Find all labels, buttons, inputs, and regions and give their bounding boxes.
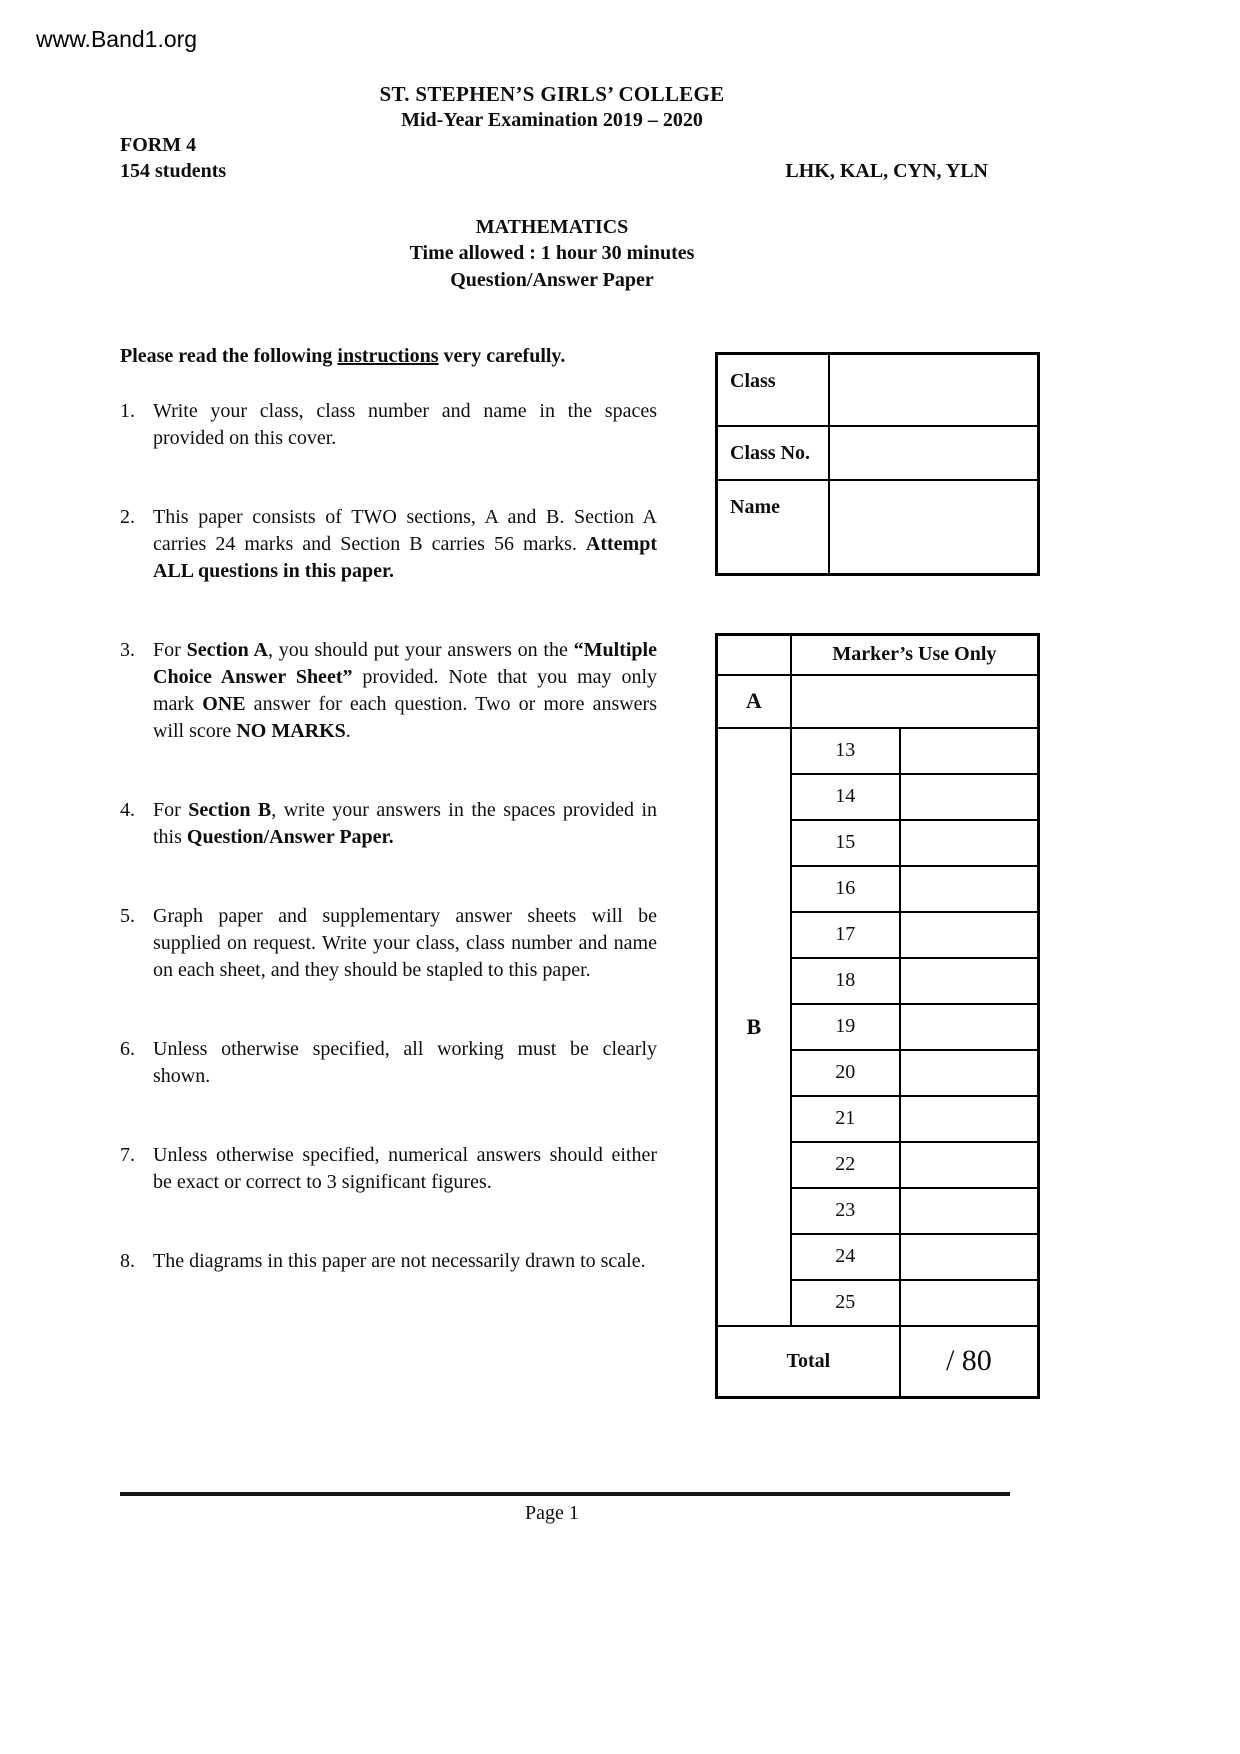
instruction-item [120, 903, 657, 984]
mark-fill-cell [900, 1188, 1039, 1234]
mark-fill-cell [900, 1142, 1039, 1188]
instruction-number: 6. [120, 1038, 135, 1060]
text-segment: instructions [337, 345, 439, 367]
text-segment: very carefully. [438, 345, 566, 367]
students-count: 154 students [120, 160, 227, 182]
instruction-number: 4. [120, 799, 135, 821]
marker-title: Marker’s Use Only [791, 635, 1039, 675]
name-row [717, 480, 1039, 575]
form-label: FORM 4 [120, 134, 197, 156]
mark-fill-cell [900, 1280, 1039, 1326]
instruction-number: 7. [120, 1144, 135, 1166]
total-value: / 80 [900, 1326, 1039, 1398]
question-number: 22 [791, 1142, 900, 1188]
text-segment: Unless otherwise specified, numerical answers should either be exact or correct to 3 significant figures. [153, 1144, 657, 1193]
instruction-item [120, 1036, 657, 1090]
instruction-item [120, 637, 657, 745]
text-segment: Question/Answer Paper. [186, 826, 394, 848]
mark-fill-cell [900, 1234, 1039, 1280]
class-no-row [717, 426, 1039, 480]
text-segment: provided. Note that you may only mark [153, 666, 658, 715]
page-number: Page 1 [525, 1502, 579, 1524]
text-segment: Unless otherwise specified, all working must be clearly shown. [153, 1038, 657, 1087]
text-segment: This paper consists of TWO sections, A and B. Section A carries 24 marks and Section B carries 56 marks. [153, 506, 657, 555]
total-label: Total [717, 1326, 900, 1398]
question-number: 21 [791, 1096, 900, 1142]
mark-fill-cell [900, 1096, 1039, 1142]
class-fill-cell [829, 354, 1039, 426]
instruction-number: 5. [120, 905, 135, 927]
question-number: 13 [791, 728, 900, 774]
text-segment: For [153, 799, 189, 821]
question-number: 17 [791, 912, 900, 958]
text-segment: Write your class, class number and name in the spaces provided on this cover. [153, 400, 657, 449]
marker-table [715, 633, 1040, 1399]
instruction-text [153, 637, 657, 745]
instruction-item [120, 797, 657, 851]
question-number: 24 [791, 1234, 900, 1280]
marker-header-row [717, 635, 1039, 675]
text-segment: answer for each question. Two or more answers will score [153, 693, 657, 742]
question-number: 20 [791, 1050, 900, 1096]
text-segment: Section B [188, 799, 272, 821]
instruction-number: 1. [120, 400, 135, 422]
text-segment: , you should put your answers on the [267, 639, 574, 661]
instruction-item [120, 398, 657, 452]
watermark-text: www.Band1.org [36, 26, 198, 52]
name-label: Name [717, 480, 829, 575]
question-number: 14 [791, 774, 900, 820]
class-label: Class [717, 354, 829, 426]
instruction-item [120, 504, 657, 585]
mark-fill-cell [900, 774, 1039, 820]
mark-fill-cell [900, 1050, 1039, 1096]
subject-title: MATHEMATICS [475, 216, 629, 238]
instruction-text [153, 1248, 657, 1275]
text-segment: For [153, 639, 187, 661]
instruction-text [153, 1142, 657, 1196]
teacher-codes: LHK, KAL, CYN, YLN [785, 160, 988, 182]
school-name: ST. STEPHEN’S GIRLS’ COLLEGE [379, 82, 725, 106]
marker-corner-cell [717, 635, 791, 675]
instruction-text [153, 903, 657, 984]
text-segment: , write your answers in the spaces provided in this [153, 799, 657, 848]
instruction-number: 3. [120, 639, 135, 661]
section-a-label: A [717, 675, 791, 728]
paper-type: Question/Answer Paper [450, 269, 654, 291]
instruction-text [153, 504, 657, 585]
question-number: 23 [791, 1188, 900, 1234]
text-segment: “Multiple Choice Answer Sheet” [153, 639, 657, 688]
instruction-number: 8. [120, 1250, 135, 1272]
mark-fill-cell [900, 958, 1039, 1004]
question-number: 19 [791, 1004, 900, 1050]
class-no-label: Class No. [717, 426, 829, 480]
text-segment: NO MARKS [236, 720, 346, 742]
question-number: 18 [791, 958, 900, 1004]
marker-question-row [717, 728, 1039, 774]
footer-divider [120, 1492, 1010, 1496]
instruction-number: 2. [120, 506, 135, 528]
text-segment: Please read the following [120, 345, 338, 367]
name-fill-cell [829, 480, 1039, 575]
question-number: 15 [791, 820, 900, 866]
section-b-label: B [717, 728, 791, 1326]
text-segment: Graph paper and supplementary answer sheets will be supplied on request. Write your class, class number and name on each sheet, and they should be stapled to this paper. [153, 905, 657, 981]
instruction-item [120, 1248, 657, 1275]
text-segment: The diagrams in this paper are not necessarily drawn to scale. [153, 1250, 646, 1272]
section-a-mark-cell [791, 675, 1039, 728]
mark-fill-cell [900, 1004, 1039, 1050]
instruction-text [153, 398, 657, 452]
question-number: 16 [791, 866, 900, 912]
text-segment: Attempt ALL questions in this paper. [153, 533, 657, 582]
text-segment: Section A [186, 639, 268, 661]
mark-fill-cell [900, 866, 1039, 912]
mark-fill-cell [900, 728, 1039, 774]
instruction-text [153, 797, 657, 851]
instruction-item [120, 1142, 657, 1196]
instructions-list [120, 398, 657, 1275]
question-number: 25 [791, 1280, 900, 1326]
marker-table-body [717, 635, 1039, 1398]
section-a-row [717, 675, 1039, 728]
class-no-fill-cell [829, 426, 1039, 480]
instruction-text [153, 1036, 657, 1090]
marker-total-row [717, 1326, 1039, 1398]
text-segment: . [345, 720, 351, 742]
exam-title: Mid-Year Examination 2019 – 2020 [401, 109, 703, 131]
text-segment: ONE [202, 693, 246, 715]
student-info-table [715, 352, 1040, 576]
mark-fill-cell [900, 820, 1039, 866]
time-allowed: Time allowed : 1 hour 30 minutes [409, 242, 695, 264]
instructions-intro [120, 345, 565, 368]
class-row [717, 354, 1039, 426]
mark-fill-cell [900, 912, 1039, 958]
